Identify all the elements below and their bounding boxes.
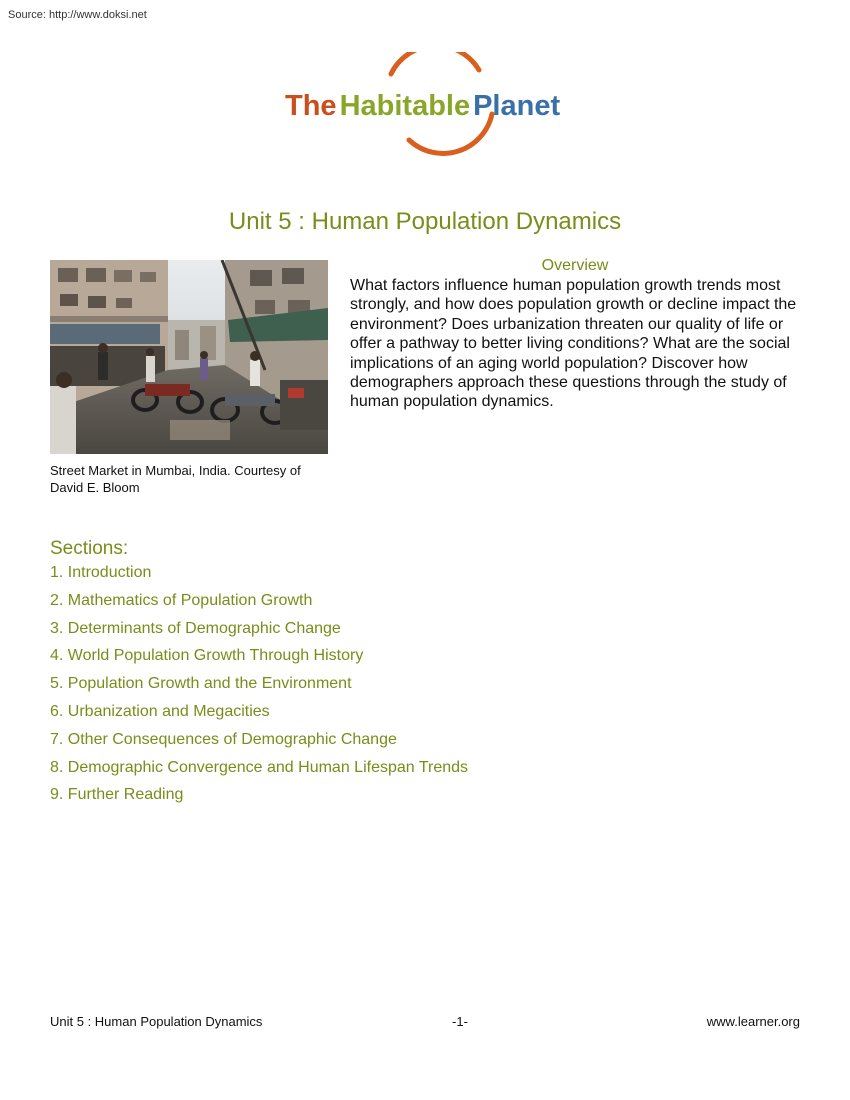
logo-word-the: The [285, 90, 337, 122]
page-title: Unit 5 : Human Population Dynamics [228, 208, 622, 235]
svg-text:TheHabitablePlanet [285, 90, 560, 122]
habitable-planet-logo [283, 52, 573, 156]
logo-word-planet: Planet [473, 90, 561, 122]
sections-list [50, 563, 468, 813]
footer-page-number: -1- [452, 1014, 468, 1029]
overview-text: What factors influence human population growth trends most strongly, and how does population growth or decline impact the environment? Does urbanization threaten our quality of life or offer a pathway to better living conditions? What are the social implications of an aging world population? Discover how demographers approach these questions through the study of human population dynamics. [350, 277, 797, 411]
section-link-consequences[interactable]: 7. Other Consequences of Demographic Change [50, 730, 397, 748]
section-link-urbanization[interactable]: 6. Urbanization and Megacities [50, 702, 270, 720]
section-link-mathematics[interactable]: 2. Mathematics of Population Growth [50, 591, 313, 609]
photo-caption: Street Market in Mumbai, India. Courtesy of David E. Bloom [50, 463, 301, 495]
source-note: Source: http://www.doksi.net [8, 9, 147, 21]
street-market-photo [50, 260, 328, 454]
section-link-convergence[interactable]: 8. Demographic Convergence and Human Lifespan Trends [50, 758, 469, 776]
sections-heading: Sections: [50, 538, 129, 559]
section-link-introduction[interactable]: 1. Introduction [50, 564, 152, 581]
footer-website: www.learner.org [706, 1014, 800, 1029]
overview-heading: Overview [541, 257, 609, 274]
section-link-determinants[interactable]: 3. Determinants of Demographic Change [50, 619, 341, 637]
section-link-further-reading[interactable]: 9. Further Reading [50, 786, 184, 804]
section-link-environment[interactable]: 5. Population Growth and the Environment [50, 675, 352, 693]
section-link-world-growth[interactable]: 4. World Population Growth Through History [50, 647, 364, 665]
footer-unit-title: Unit 5 : Human Population Dynamics [50, 1014, 263, 1029]
logo-word-habitable: Habitable [339, 90, 471, 122]
